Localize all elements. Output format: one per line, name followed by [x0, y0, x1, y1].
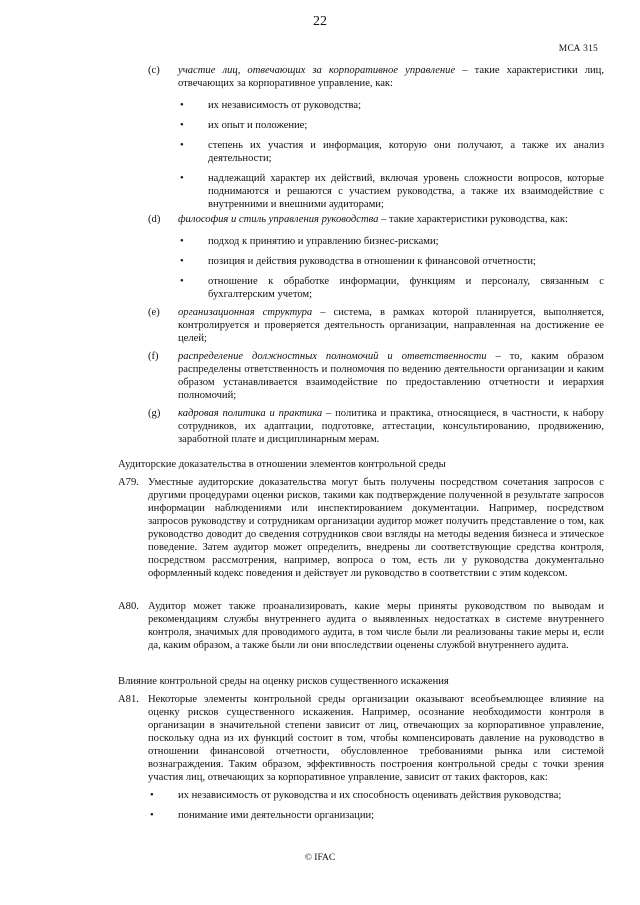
list-item-e — [148, 306, 604, 345]
list-item-c — [148, 64, 604, 90]
page-number: 22 — [313, 14, 327, 29]
bullet-text: надлежащий характер их действий, включая уровень сложности вопросов, которые поднимаются и решаются с участием руководства, а также их взаимодействие с внутренними и внешними аудиторами; — [208, 173, 604, 210]
bullet-list-a81 — [148, 789, 604, 829]
bullet-text: отношение к обработке информации, функциям и персоналу, связанным с бухгалтерским учетом; — [208, 276, 604, 300]
bullet-icon: • — [180, 276, 184, 287]
paragraph-number: A80. — [118, 601, 139, 612]
item-title: философия и стиль управления руководства — [178, 214, 379, 225]
list-item — [178, 255, 604, 268]
bullet-icon: • — [180, 140, 184, 151]
bullet-list-c — [178, 99, 604, 218]
section-heading: Влияние контрольной среды на оценку рисков существенного искажения — [118, 676, 449, 687]
item-text — [178, 306, 604, 345]
item-letter: (e) — [148, 307, 160, 318]
item-text — [178, 64, 604, 90]
item-text — [178, 213, 604, 226]
item-letter: (c) — [148, 65, 160, 76]
paragraph-number: A81. — [118, 694, 139, 705]
paragraph-a80 — [118, 600, 604, 652]
list-item — [148, 809, 604, 822]
footer-copyright: © IFAC — [304, 853, 336, 863]
item-rest: – система, в рамках которой планируется, выполняется, контролируется и проверяется деятельность организации, направленная на достижение ее целей; — [178, 307, 604, 344]
item-title: распределение должностных полномочий и ответственности — [178, 351, 487, 362]
paragraph-a79 — [118, 476, 604, 580]
list-item — [178, 139, 604, 165]
bullet-text: подход к принятию и управлению бизнес-рисками; — [208, 236, 439, 247]
bullet-icon: • — [150, 790, 154, 801]
list-item — [178, 235, 604, 248]
bullet-text: понимание ими деятельности организации; — [178, 810, 375, 821]
bullet-icon: • — [180, 236, 184, 247]
list-item — [178, 99, 604, 112]
item-rest: – такие характеристики лиц, отвечающих за корпоративное управление, как: — [178, 65, 605, 89]
list-item-d — [148, 213, 604, 226]
list-item — [178, 172, 604, 211]
bullet-text: позиция и действия руководства в отношении к финансовой отчетности; — [208, 256, 536, 267]
item-text — [178, 407, 604, 446]
bullet-text: их опыт и положение; — [208, 120, 308, 131]
bullet-icon: • — [180, 120, 184, 131]
list-item — [178, 119, 604, 132]
item-rest: – политика и практика, относящиеся, в частности, к набору сотрудников, их адаптации, подготовке, аттестации, консультированию, продвижению, заработной плате и дисциплинарным мерам. — [178, 408, 604, 445]
bullet-list-d — [178, 235, 604, 308]
paragraph-text: Аудитор может также проанализировать, какие меры приняты руководством по выводам и рекомендациям службы внутреннего аудита о выявленных недостатках в системе внутреннего контроля, значимых для проводимого аудита, в том числе были ли реализованы такие меры и, если да, каким образом, а также были ли они впоследствии оценены службой внутреннего аудита. — [148, 601, 604, 651]
paragraph-a81 — [118, 693, 604, 784]
item-letter: (d) — [148, 214, 161, 225]
document-code: МСА 315 — [558, 44, 598, 54]
item-title: участие лиц, отвечающих за корпоративное управление — [178, 65, 456, 76]
list-item-g — [148, 407, 604, 446]
paragraph-number: A79. — [118, 477, 139, 488]
item-text — [178, 350, 604, 402]
item-letter: (g) — [148, 408, 161, 419]
section-heading: Аудиторские доказательства в отношении элементов контрольной среды — [118, 459, 446, 470]
bullet-text: их независимость от руководства; — [208, 100, 362, 111]
list-item — [178, 275, 604, 301]
list-item — [148, 789, 604, 802]
bullet-text: степень их участия и информация, которую они получают, а также их анализ деятельности; — [208, 140, 604, 164]
list-item-f — [148, 350, 604, 402]
item-letter: (f) — [148, 351, 159, 362]
item-rest: – то, каким образом распределены ответственность и полномочия по ведению деятельности организации и каким образом устанавливается взаимодействие по предоставлению отчетности и иерархия полномочий; — [178, 351, 604, 401]
bullet-text: их независимость от руководства и их способность оценивать действия руководства; — [178, 790, 562, 801]
paragraph-text: Некоторые элементы контрольной среды организации оказывают всеобъемлющее влияние на оценку рисков существенного искажения. Например, осознание необходимости контроля в организации в значительной степени зависит от лиц, отвечающих за корпоративное управление, поскольку одна из их функций состоит в том, чтобы компенсировать давление на руководство в отношении финансовой отчетности, обусловленное требованиями рынка или системой вознаграждения. Таким образом, эффективность построения контрольной среды с точки зрения участия лиц, отвечающих за корпоративное управление, зависит от таких факторов, как: — [148, 694, 604, 783]
paragraph-text: Уместные аудиторские доказательства могут быть получены посредством сочетания запросов с другими процедурами оценки рисков, такими как подтверждение полученной в результате запросов информации наблюдениями или инспектированием документации. Например, посредством запросов руководству и сотрудникам организации аудитор может получить представление о том, как руководство доводит до сведения сотрудников свои взгляды на методы ведения бизнеса и этическое поведение. Затем аудитор может определить, внедрены ли соответствующие средства контроля, посредством рассмотрения, например, вопроса о том, есть ли у руководства документально оформленный кодекс поведения и действует ли руководство в соответствии с этим кодексом. — [148, 477, 604, 579]
bullet-icon: • — [180, 100, 184, 111]
bullet-icon: • — [180, 256, 184, 267]
item-title: кадровая политика и практика — [178, 408, 323, 419]
bullet-icon: • — [180, 173, 184, 184]
bullet-icon: • — [150, 810, 154, 821]
item-rest: – такие характеристики руководства, как: — [378, 214, 568, 225]
item-title: организационная структура — [178, 307, 313, 318]
